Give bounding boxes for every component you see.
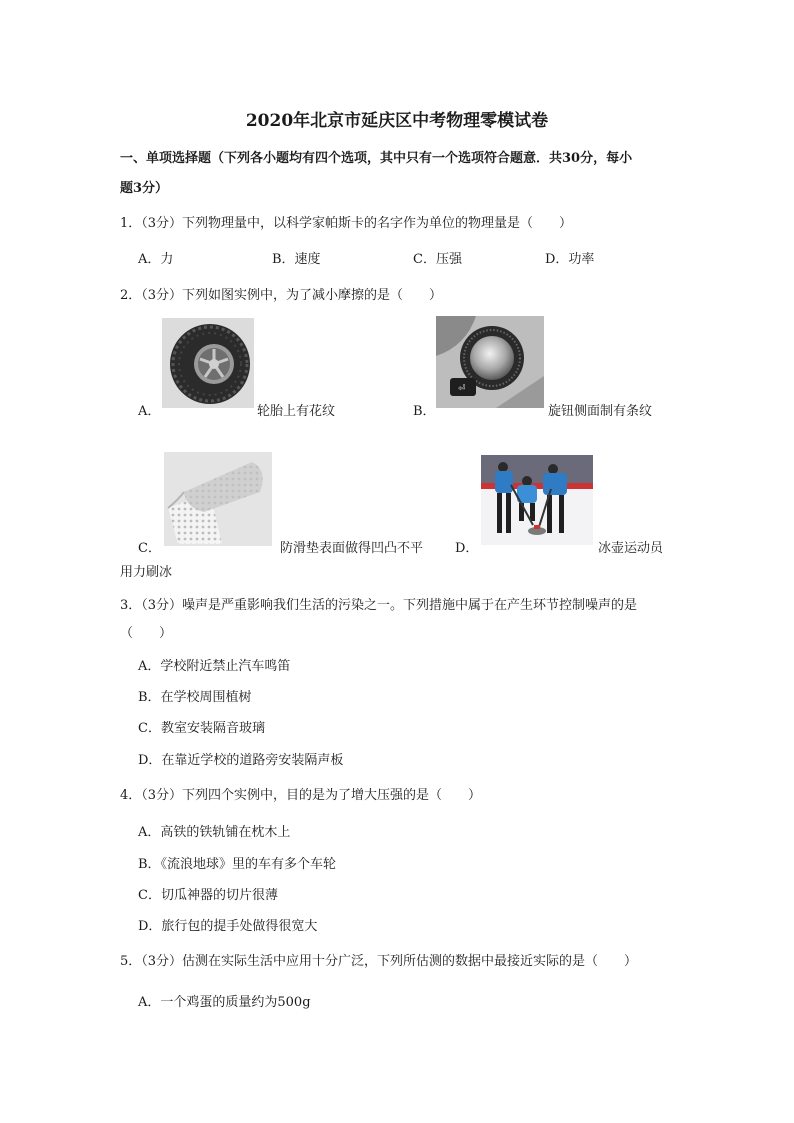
mat-photo (164, 452, 272, 546)
question-4-option-c: C．切瓜神器的切片很薄 (138, 888, 278, 903)
question-3-option-a: A．学校附近禁止汽车鸣笛 (138, 659, 291, 674)
question-4-stem: 4．（3分）下列四个实例中，目的是为了增大压强的是（ ） (120, 788, 482, 803)
page-title: 2020年北京市延庆区中考物理零模试卷 (245, 111, 549, 131)
section-heading-line2: 题3分） (120, 181, 169, 196)
svg-text:⏎: ⏎ (458, 384, 466, 394)
question-2-option-c-text: 防滑垫表面做得凹凸不平 (280, 541, 424, 556)
question-3-option-b: B．在学校周围植树 (138, 690, 252, 705)
question-1-option-d: D．功率 (545, 252, 595, 267)
question-2-option-c-letter: C． (138, 541, 161, 556)
question-5-stem: 5．（3分）估测在实际生活中应用十分广泛，下列所估测的数据中最接近实际的是（ ） (120, 954, 638, 969)
tire-photo (162, 318, 254, 408)
knob-photo (436, 316, 544, 408)
question-2-option-a-text: 轮胎上有花纹 (257, 404, 336, 419)
question-2-option-a-letter: A． (138, 404, 161, 419)
question-4-option-b: B．《流浪地球》里的车有多个车轮 (138, 857, 337, 872)
question-3-option-c: C．教室安装隔音玻璃 (138, 721, 265, 736)
curling-photo (481, 455, 593, 545)
question-1-option-b: B．速度 (272, 252, 321, 267)
question-2-option-d-letter: D． (455, 541, 479, 556)
question-2-stem: 2．（3分）下列如图实例中，为了减小摩擦的是（ ） (120, 288, 443, 303)
section-heading-line1: 一、单项选择题（下列各小题均有四个选项，其中只有一个选项符合题意．共30分，每小 (120, 151, 633, 166)
question-1-option-c: C．压强 (413, 252, 462, 267)
question-4-option-d: D．旅行包的提手处做得很宽大 (138, 919, 318, 934)
question-1-stem: 1．（3分）下列物理量中，以科学家帕斯卡的名字作为单位的物理量是（ ） (120, 216, 573, 231)
question-4-option-a: A．高铁的铁轨铺在枕木上 (138, 825, 291, 840)
question-2-option-b-letter: B． (413, 404, 436, 419)
question-2-option-d-text-cont: 用力刷冰 (120, 565, 173, 580)
question-2-option-d-text: 冰壶运动员 (598, 541, 664, 556)
question-3-stem: 3．（3分）噪声是严重影响我们生活的污染之一。下列措施中属于在产生环节控制噪声的是 (120, 598, 638, 613)
question-1-option-a: A．力 (138, 252, 174, 267)
question-2-option-b-text: 旋钮侧面制有条纹 (548, 404, 653, 419)
question-3-option-d: D．在靠近学校的道路旁安装隔声板 (138, 753, 344, 768)
question-5-option-a: A．一个鸡蛋的质量约为500g (138, 995, 311, 1010)
question-3-stem-cont: （ ） (120, 626, 173, 641)
